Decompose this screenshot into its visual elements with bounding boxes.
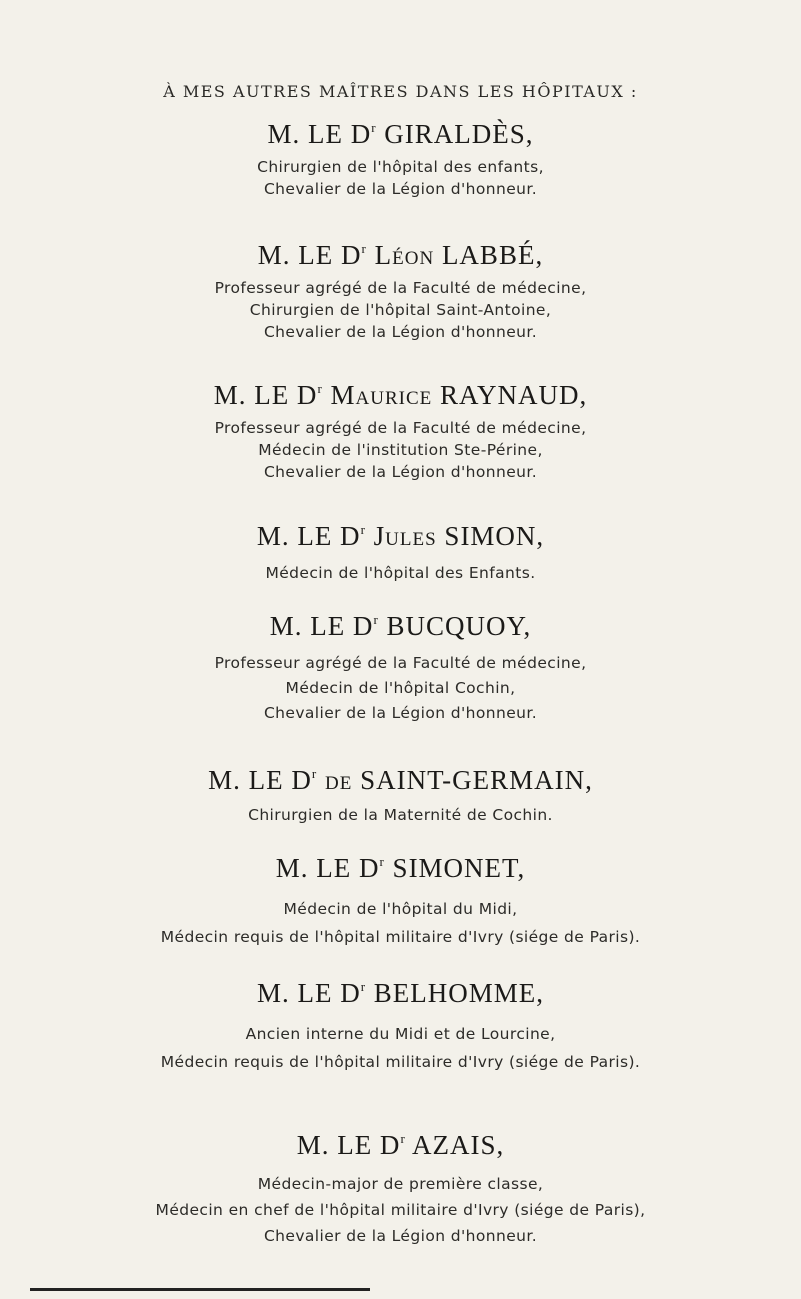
entry-line: Médecin de l'hôpital du Midi,: [283, 900, 518, 918]
entry-line: Médecin requis de l'hôpital militaire d'Ivry (siége de Paris).: [160, 1053, 641, 1071]
entry-name: [0, 233, 801, 271]
name-surname: BUCQUOY,: [386, 611, 532, 641]
entry-raynaud: [0, 373, 801, 483]
name-surname: SIMON,: [444, 521, 545, 551]
name-prefix: M. LE D: [275, 853, 380, 883]
entry-bucquoy: [0, 604, 801, 724]
name-sup: r: [317, 381, 323, 396]
name-prefix: M. LE D: [269, 611, 374, 641]
entry-belhomme: [0, 971, 801, 1073]
entry-line: Médecin de l'institution Ste-Périne,: [258, 441, 543, 459]
entry-line: Chevalier de la Légion d'honneur.: [263, 463, 538, 481]
entry-line: Professeur agrégé de la Faculté de médecine,: [214, 279, 587, 297]
name-sup: r: [371, 120, 377, 135]
entry-line: Médecin de l'hôpital Cochin,: [285, 679, 516, 697]
entry-line: Chirurgien de l'hôpital Saint-Antoine,: [249, 301, 552, 319]
entry-name: [0, 112, 801, 150]
entry-name: [0, 971, 801, 1009]
entry-line: Professeur agrégé de la Faculté de médecine,: [214, 419, 587, 437]
entry-name: [0, 514, 801, 552]
name-sup: r: [360, 979, 367, 994]
name-sup: r: [379, 854, 385, 869]
name-surname: BELHOMME,: [373, 978, 545, 1008]
name-sup: r: [400, 1131, 406, 1146]
name-prefix: M. LE D: [257, 240, 362, 270]
entry-line: Chevalier de la Légion d'honneur.: [263, 704, 538, 722]
dedication-heading: À MES AUTRES MAÎTRES DANS LES HÔPITAUX :: [163, 82, 638, 101]
entry-line: Médecin requis de l'hôpital militaire d'Ivry (siége de Paris).: [160, 928, 641, 946]
name-prefix: M. LE D: [256, 978, 361, 1008]
name-prefix: M. LE D: [267, 119, 372, 149]
entry-name: [0, 1123, 801, 1161]
entry-line: Chevalier de la Légion d'honneur.: [263, 323, 538, 341]
name-surname: AZAIS,: [412, 1130, 505, 1160]
entry-line: Médecin en chef de l'hôpital militaire d'Ivry (siége de Paris),: [155, 1201, 646, 1219]
name-surname: LABBÉ,: [441, 240, 544, 270]
entry-name: [0, 604, 801, 642]
name-sup: r: [373, 612, 379, 627]
name-prefix: M. LE D: [256, 521, 361, 551]
entry-line: Chirurgien de l'hôpital des enfants,: [257, 158, 544, 176]
entry-line: Médecin de l'hôpital des Enfants.: [265, 564, 536, 582]
name-prefix: M. LE D: [208, 765, 312, 795]
name-prefix: M. LE D: [213, 380, 318, 410]
entry-saint-germain: [0, 758, 801, 826]
name-given: Léon: [374, 240, 435, 270]
bottom-rule: [30, 1288, 370, 1291]
entry-name: [0, 846, 801, 884]
entry-line: Professeur agrégé de la Faculté de médecine,: [214, 654, 587, 672]
entry-line: Médecin-major de première classe,: [257, 1175, 544, 1193]
name-sup: r: [361, 241, 367, 256]
name-sup: r: [311, 766, 318, 781]
name-surname: SAINT-GERMAIN,: [360, 765, 593, 795]
name-given: de: [325, 765, 353, 795]
entry-simonet: [0, 846, 801, 948]
name-surname: RAYNAUD,: [440, 380, 588, 410]
entry-name: [0, 373, 801, 411]
entry-giraldes: [0, 112, 801, 200]
name-given: Maurice: [330, 380, 433, 410]
name-surname: SIMONET,: [392, 853, 526, 883]
entry-azais: [0, 1123, 801, 1247]
name-given: Jules: [373, 521, 437, 551]
entry-simon: [0, 514, 801, 584]
entry-labbe: [0, 233, 801, 343]
name-prefix: M. LE D: [296, 1130, 401, 1160]
name-sup: r: [360, 522, 366, 537]
name-surname: GIRALDÈS,: [384, 119, 534, 149]
entry-line: Chevalier de la Légion d'honneur.: [263, 1227, 538, 1245]
entry-line: Chirurgien de la Maternité de Cochin.: [248, 806, 553, 824]
entry-line: Chevalier de la Légion d'honneur.: [263, 180, 538, 198]
entry-line: Ancien interne du Midi et de Lourcine,: [245, 1025, 556, 1043]
entry-name: [0, 758, 801, 796]
